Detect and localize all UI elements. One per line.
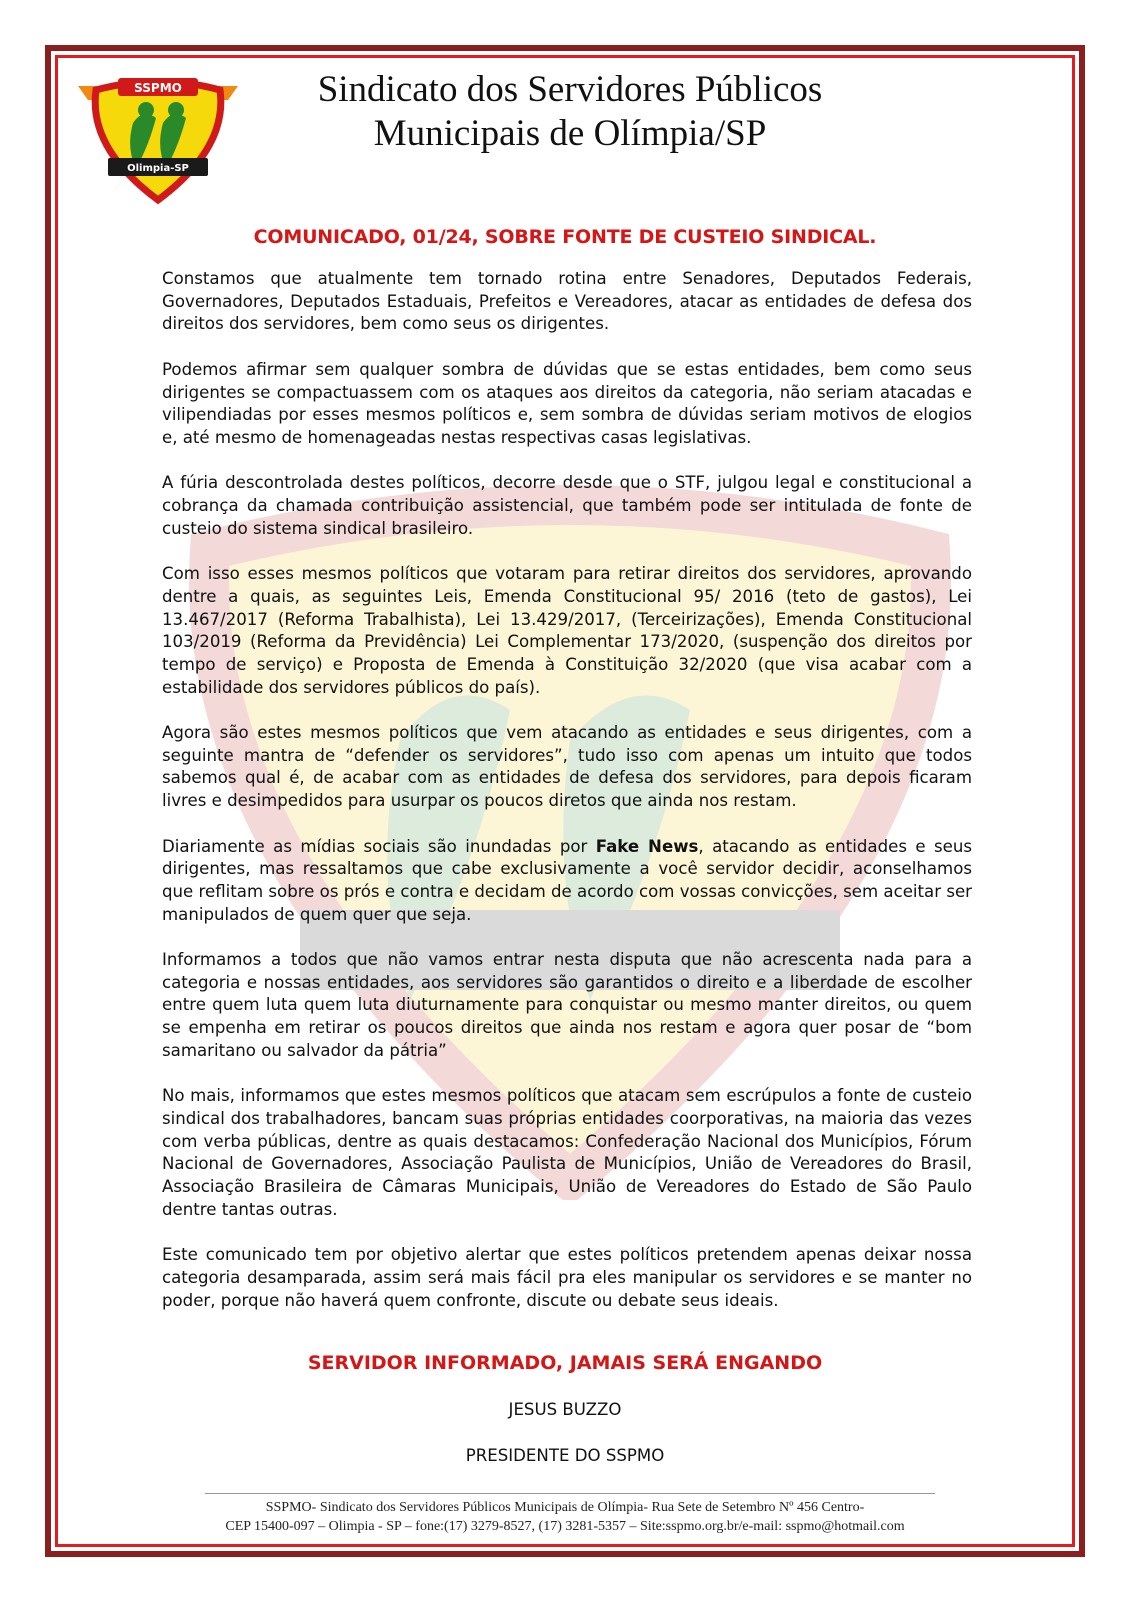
document-title: COMUNICADO, 01/24, SOBRE FONTE DE CUSTEIO SINDICAL. [253, 226, 877, 248]
paragraph-2: Podemos afirmar sem qualquer sombra de dúvidas que se estas entidades, bem como seus dirigentes se compactuassem com os ataques aos direitos da categoria, não seriam atacadas e vilipendiadas por esses mesmos políticos e, sem sombra de dúvidas seriam motivos de elogios e, até mesmo de homenageadas nestas respectivas casas legislativas. [162, 359, 972, 447]
paragraph-7: Informamos a todos que não vamos entrar nesta disputa que não acrescenta nada para a categoria e nossas entidades, aos servidores são garantidos o direito e a liberdade de escolher entre quem luta quem luta diuturnamente para conquistar ou mesmo manter direitos, ou quem se empenha em retirar os poucos direitos que ainda nos restam e agora quer posar de “bom samaritano ou salvador da pátria” [162, 950, 972, 1060]
paragraph-4: Com isso esses mesmos políticos que votaram para retirar direitos dos servidores, aprovando dentre a quais, as seguintes Leis, Emenda Constitucional 95/ 2016 (teto de gastos), Lei 13.467/2017 (Reforma Trabalhista), Lei 13.429/2017, (Terceirizações), Emenda Constitucional 103/2019 (Reforma da Previdência) Lei Complementar 173/2020, (suspenção dos direitos por tempo de serviço) e Proposta de Emenda à Constituição 32/2020 (que visa acabar com a estabilidade dos servidores públicos do país). [162, 564, 972, 697]
sspmo-logo [78, 68, 238, 208]
footer-contact: CEP 15400-097 – Olimpia - SP – fone:(17) 3279-8527, (17) 3281-5357 – Site:sspmo.org.br/e-mail: sspmo@hotmail.com [225, 1519, 905, 1534]
fake-news-bold: Fake News [595, 836, 699, 856]
signature-name: JESUS BUZZO [508, 1400, 622, 1419]
document-body [162, 268, 972, 1335]
paragraph-1: Constamos que atualmente tem tornado rotina entre Senadores, Deputados Federais, Governadores, Deputados Estaduais, Prefeitos e Vereadores, atacar as entidades de defesa dos direitos dos servidores, bem como seus os dirigentes. [162, 269, 972, 334]
union-name-heading [260, 68, 880, 156]
union-name-line1: Sindicato dos Servidores Públicos [317, 69, 823, 110]
logo-text-top: SSPMO [134, 81, 182, 95]
paragraph-5: Agora são estes mesmos políticos que vem atacando as entidades e seus dirigentes, com a seguinte mantra de “defender os servidores”, tudo isso com apenas um intuito que todos sabemos qual é, de acabar com as entidades de defesa dos servidores, para depois ficaram livres e desimpedidos para usurpar os poucos diretos que ainda nos restam. [162, 723, 972, 811]
footer-address: SSPMO- Sindicato dos Servidores Públicos Municipais de Olímpia- Rua Sete de Setembro Nº 456 Centro- [265, 1500, 865, 1515]
paragraph-fake-news [162, 836, 972, 927]
closing-motto: SERVIDOR INFORMADO, JAMAIS SERÁ ENGANDO [307, 1352, 823, 1374]
union-name-line2: Municipais de Olímpia/SP [373, 113, 767, 154]
footer-divider [205, 1493, 935, 1494]
paragraph-3: A fúria descontrolada destes políticos, decorre desde que o STF, julgou legal e constitucional a cobrança da chamada contribuição assistencial, que também pode ser intitulada de fonte de custeio do sistema sindical brasileiro. [162, 473, 972, 538]
paragraph-9: Este comunicado tem por objetivo alertar que estes políticos pretendem apenas deixar nossa categoria desamparada, assim será mais fácil pra eles manipular os servidores e se manter no poder, porque não haverá quem confronte, discute ou debate seus ideais. [162, 1245, 972, 1310]
fake-news-after: , atacando as entidades e seus dirigentes, mas ressaltamos que cabe exclusivamente a você servidor decidir, aconselhamos que reflitam sobre os prós e contra e decidam de acordo com vossas convicções, sem aceitar ser manipulados de quem quer que seja. [162, 836, 972, 924]
paragraph-8: No mais, informamos que estes mesmos políticos que atacam sem escrúpulos a fonte de custeio sindical dos trabalhadores, bancam suas próprias entidades coorporativas, na maioria das vezes com verba públicas, dentre as quais destacamos: Confederação Nacional dos Municípios, Fórum Nacional de Governadores, Associação Paulista de Municípios, União de Vereadores do Brasil, Associação Brasileira de Câmaras Municipais, União de Vereadores do Estado de São Paulo dentre tantas outras. [162, 1086, 972, 1219]
fake-news-before: Diariamente as mídias sociais são inundadas por [162, 836, 596, 856]
logo-text-bottom: Olimpia-SP [127, 163, 189, 174]
signature-role: PRESIDENTE DO SSPMO [465, 1446, 665, 1465]
